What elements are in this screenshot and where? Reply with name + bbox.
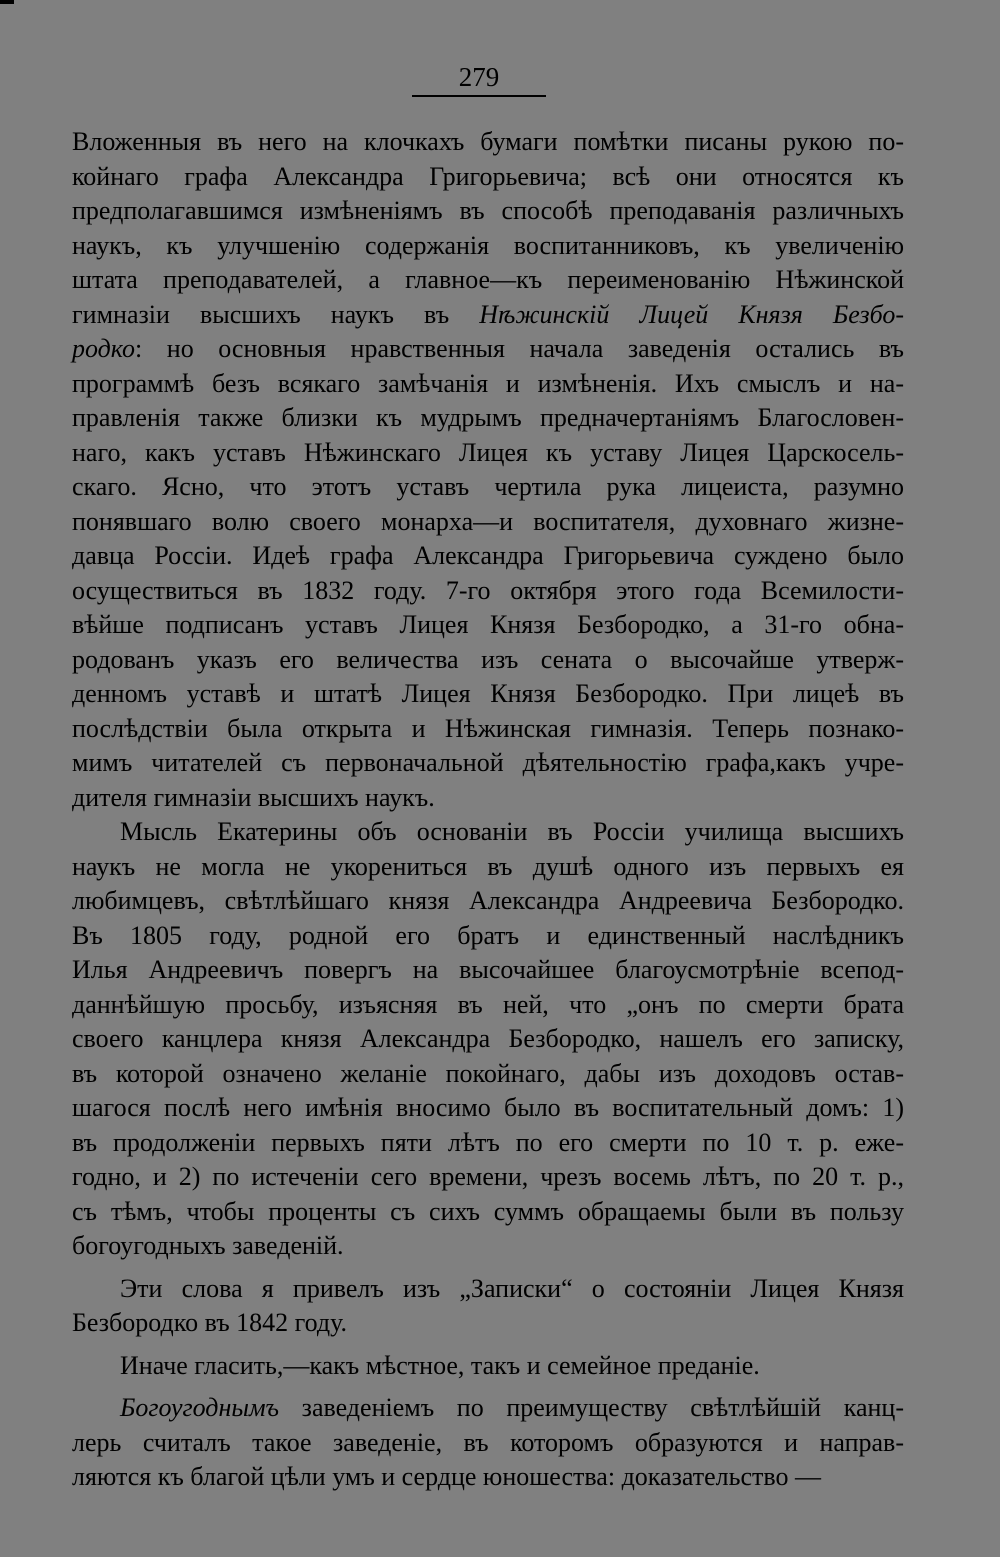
paragraph-start-line: Мысль Екатерины объ основаніи въ Россіи училища высшихъ <box>120 817 904 846</box>
text-line: послѣдствіи была открыта и Нѣжинская гимназія. Теперь познако- <box>72 713 904 743</box>
text-line: предполагавшимся измѣненіямъ въ способѣ преподаванія различныхъ <box>72 196 904 225</box>
page-number: 279 <box>458 62 500 92</box>
bogougodnym-italic: Богоугоднымъ <box>120 1393 280 1422</box>
text-line: наукъ, къ улучшенію содержанія воспитанниковъ, къ увеличенію <box>72 230 904 260</box>
text-line: любимцевъ, свѣтлѣйшаго князя Александра Андреевича Безбородко. <box>72 886 904 915</box>
text-line: наго, какъ уставъ Нѣжинскаго Лицея къ уставу Лицея Царскосель- <box>72 437 904 467</box>
text-line: мимъ читателей съ первоначальной дѣятельностію графа,какъ учре- <box>72 748 904 777</box>
text-line: въ продолженіи первыхъ пяти лѣтъ по его смерти по 10 т. р. еже- <box>72 1127 904 1157</box>
text-line: въ которой означено желаніе покойнаго, дабы изъ доходовъ остав- <box>72 1058 904 1088</box>
text-line: понявшаго волю своего монарха—и воспитателя, духовнаго жизне- <box>72 506 904 536</box>
page-number-rule <box>412 95 546 97</box>
text-line: штата преподавателей, а главное—къ переименованію Нѣжинской <box>72 265 904 294</box>
text-line: вѣйше подписанъ уставъ Лицея Князя Безбородко, а 31-го обна- <box>72 610 904 639</box>
text-line: правленія также близки къ мудрымъ предначертаніямъ Благословен- <box>72 403 904 432</box>
text-line: лерь считалъ такое заведеніе, въ которомъ образуются и направ- <box>72 1427 904 1457</box>
paragraph-start-line: Иначе гласить,—какъ мѣстное, такъ и семейное преданіе. <box>120 1350 760 1380</box>
text-line: Вложенныя въ него на клочкахъ бумаги помѣтки писаны рукою по- <box>72 127 904 156</box>
text-line: койнаго графа Александра Григорьевича; всѣ они относятся къ <box>72 161 904 191</box>
text-line: Безбородко въ 1842 году. <box>72 1308 348 1337</box>
text-run: гимназіи высшихъ наукъ въ <box>72 299 480 329</box>
text-line: своего канцлера князя Александра Безбородко, нашелъ его записку, <box>72 1024 904 1053</box>
text-line: Въ 1805 году, родной его братъ и единственный наслѣдникъ <box>72 920 904 950</box>
text-line: даннѣйшую просьбу, изъясняя въ ней, что „онъ по смерти брата <box>72 989 904 1019</box>
text-run: заведеніемъ по преимуществу свѣтлѣйшій канц- <box>279 1393 904 1422</box>
text-line: шагося послѣ него имѣнія вносимо было въ воспитательный домъ: 1) <box>72 1093 904 1122</box>
text-line: годно, и 2) по истеченіи сего времени, чрезъ восемь лѣтъ, по 20 т. р., <box>72 1162 904 1191</box>
text-line: давца Россіи. Идеѣ графа Александра Григорьевича суждено было <box>72 541 904 570</box>
text-line <box>72 332 904 367</box>
text-line: скаго. Ясно, что этотъ уставъ чертила рука лицеиста, разумно <box>72 472 904 501</box>
text-line: наукъ не могла не укорениться въ душѣ одного изъ первыхъ ея <box>72 851 904 881</box>
lyceum-name-italic: Нѣжинскій Лицей Князя Безбо- <box>479 299 904 329</box>
scan-edge-mark <box>0 0 14 4</box>
text-line <box>72 298 904 333</box>
text-line: программѣ безъ всякаго замѣчанія и измѣненія. Ихъ смыслъ и на- <box>72 368 904 398</box>
text-run: : но основныя нравственныя начала заведенія остались въ <box>134 334 904 363</box>
paragraph-start-line <box>72 1391 904 1426</box>
text-line: родованъ указъ его величества изъ сената о высочайше утверж- <box>72 644 904 674</box>
paragraph-start-line: Эти слова я привелъ изъ „Записки“ о состояніи Лицея Князя <box>120 1273 904 1303</box>
text-line: ляются къ благой цѣли умъ и сердце юношества: доказательство — <box>72 1462 821 1491</box>
text-line: осуществиться въ 1832 году. 7-го октября этого года Всемилости- <box>72 575 904 605</box>
body-text <box>72 125 904 1495</box>
text-line: съ тѣмъ, чтобы проценты съ сихъ суммъ обращаемы были въ пользу <box>72 1196 904 1226</box>
rodko-italic: родко <box>72 334 135 363</box>
text-line: денномъ уставѣ и штатѣ Лицея Князя Безбородко. При лицеѣ въ <box>72 679 904 708</box>
text-line: дителя гимназіи высшихъ наукъ. <box>72 782 435 812</box>
text-line: богоугодныхъ заведеній. <box>72 1231 344 1260</box>
text-line: Илья Андреевичъ повергъ на высочайшее благоусмотрѣніе всепод- <box>72 955 904 984</box>
